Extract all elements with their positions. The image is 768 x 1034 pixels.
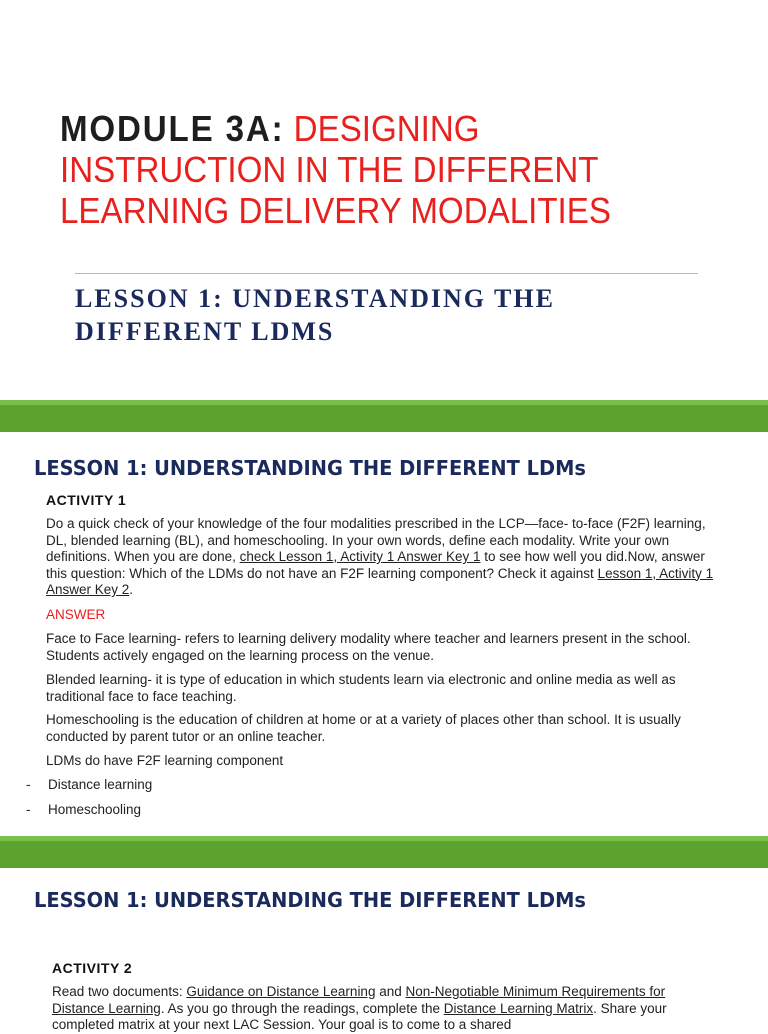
activity-instructions [52, 984, 702, 1034]
module-title-line-3: LEARNING DELIVERY MODALITIES [60, 190, 611, 231]
instructions-text-1: Read two documents: [52, 984, 187, 999]
bullet-marker: - [26, 777, 31, 792]
module-title [60, 108, 740, 231]
instructions-text-2: and [375, 984, 406, 999]
module-label: MODULE 3A: [60, 108, 285, 149]
instructions-text-1: Do a quick check of your knowledge of the four modalities prescribed in the LCP—face- to-face (F2F) learning, DL, blended learning (BL), and homeschooling. In your own words, define each modality. Write your own definitions. When you are done, [46, 516, 706, 564]
list-item-text: Distance learning [48, 777, 153, 792]
module-title-line-2: INSTRUCTION IN THE DIFFERENT [60, 149, 599, 190]
answer-label: ANSWER [46, 607, 106, 622]
ldm-statement: LDMs do have F2F learning component [46, 753, 284, 768]
activity-2-slide [0, 868, 768, 1032]
homeschooling-definition: Homeschooling is the education of children at home or at a variety of places other than school. It is usually conducted by parent tutor or an online teacher. [46, 712, 681, 744]
answer-key-2-link[interactable]: Lesson 1, Activity 1 Answer Key 2 [46, 565, 714, 597]
activity-heading: ACTIVITY 2 [52, 960, 133, 976]
instructions-text-3: . As you go through the readings, complete the [160, 1000, 444, 1016]
list-item-text: Homeschooling [48, 802, 142, 817]
instructions-text-2: to see how well you did.Now, answer this question: Which of the LDMs do not have an F2F learning component? Check it against [46, 549, 705, 581]
guidance-distance-learning-link[interactable]: Guidance on Distance Learning [186, 984, 376, 999]
module-title-line-1 [60, 108, 686, 149]
lesson-subtitle [75, 282, 715, 348]
distance-learning-matrix-link[interactable]: Distance Learning Matrix [443, 1000, 594, 1016]
slide-separator-band [0, 400, 768, 432]
activity-instructions [46, 516, 726, 599]
list-item [26, 802, 141, 819]
list-item [26, 777, 152, 794]
f2f-definition: Face to Face learning- refers to learning delivery modality where teacher and learners present in the school. Students actively engaged on the learning process on the venue. [46, 631, 691, 663]
blended-definition: Blended learning- it is type of education in which students learn via electronic and online media as well as traditional face to face teaching. [46, 672, 676, 704]
lesson-subtitle-line-2: DIFFERENT LDMS [75, 317, 335, 346]
instructions-text-3: . [129, 582, 134, 597]
slide-separator-band [0, 836, 768, 868]
lesson-subtitle-line-1: LESSON 1: UNDERSTANDING THE [75, 284, 555, 313]
activity-1-slide [0, 432, 768, 836]
activity-heading: ACTIVITY 1 [46, 492, 127, 508]
module-title-text-1: DESIGNING [284, 108, 480, 149]
answer-key-1-link[interactable]: check Lesson 1, Activity 1 Answer Key 1 [239, 549, 481, 564]
instructions-text-4: . Share your completed matrix at your next LAC Session. Your goal is to come to a shared [52, 1000, 667, 1032]
minimum-requirements-link[interactable]: Non-Negotiable Minimum Requirements for Distance Learning [52, 984, 666, 1016]
slide-title: LESSON 1: UNDERSTANDING THE DIFFERENT LDMs [34, 456, 586, 480]
slide-title: LESSON 1: UNDERSTANDING THE DIFFERENT LDMs [34, 888, 586, 912]
bullet-marker: - [26, 802, 31, 817]
title-divider [75, 273, 698, 274]
title-slide [0, 0, 768, 400]
